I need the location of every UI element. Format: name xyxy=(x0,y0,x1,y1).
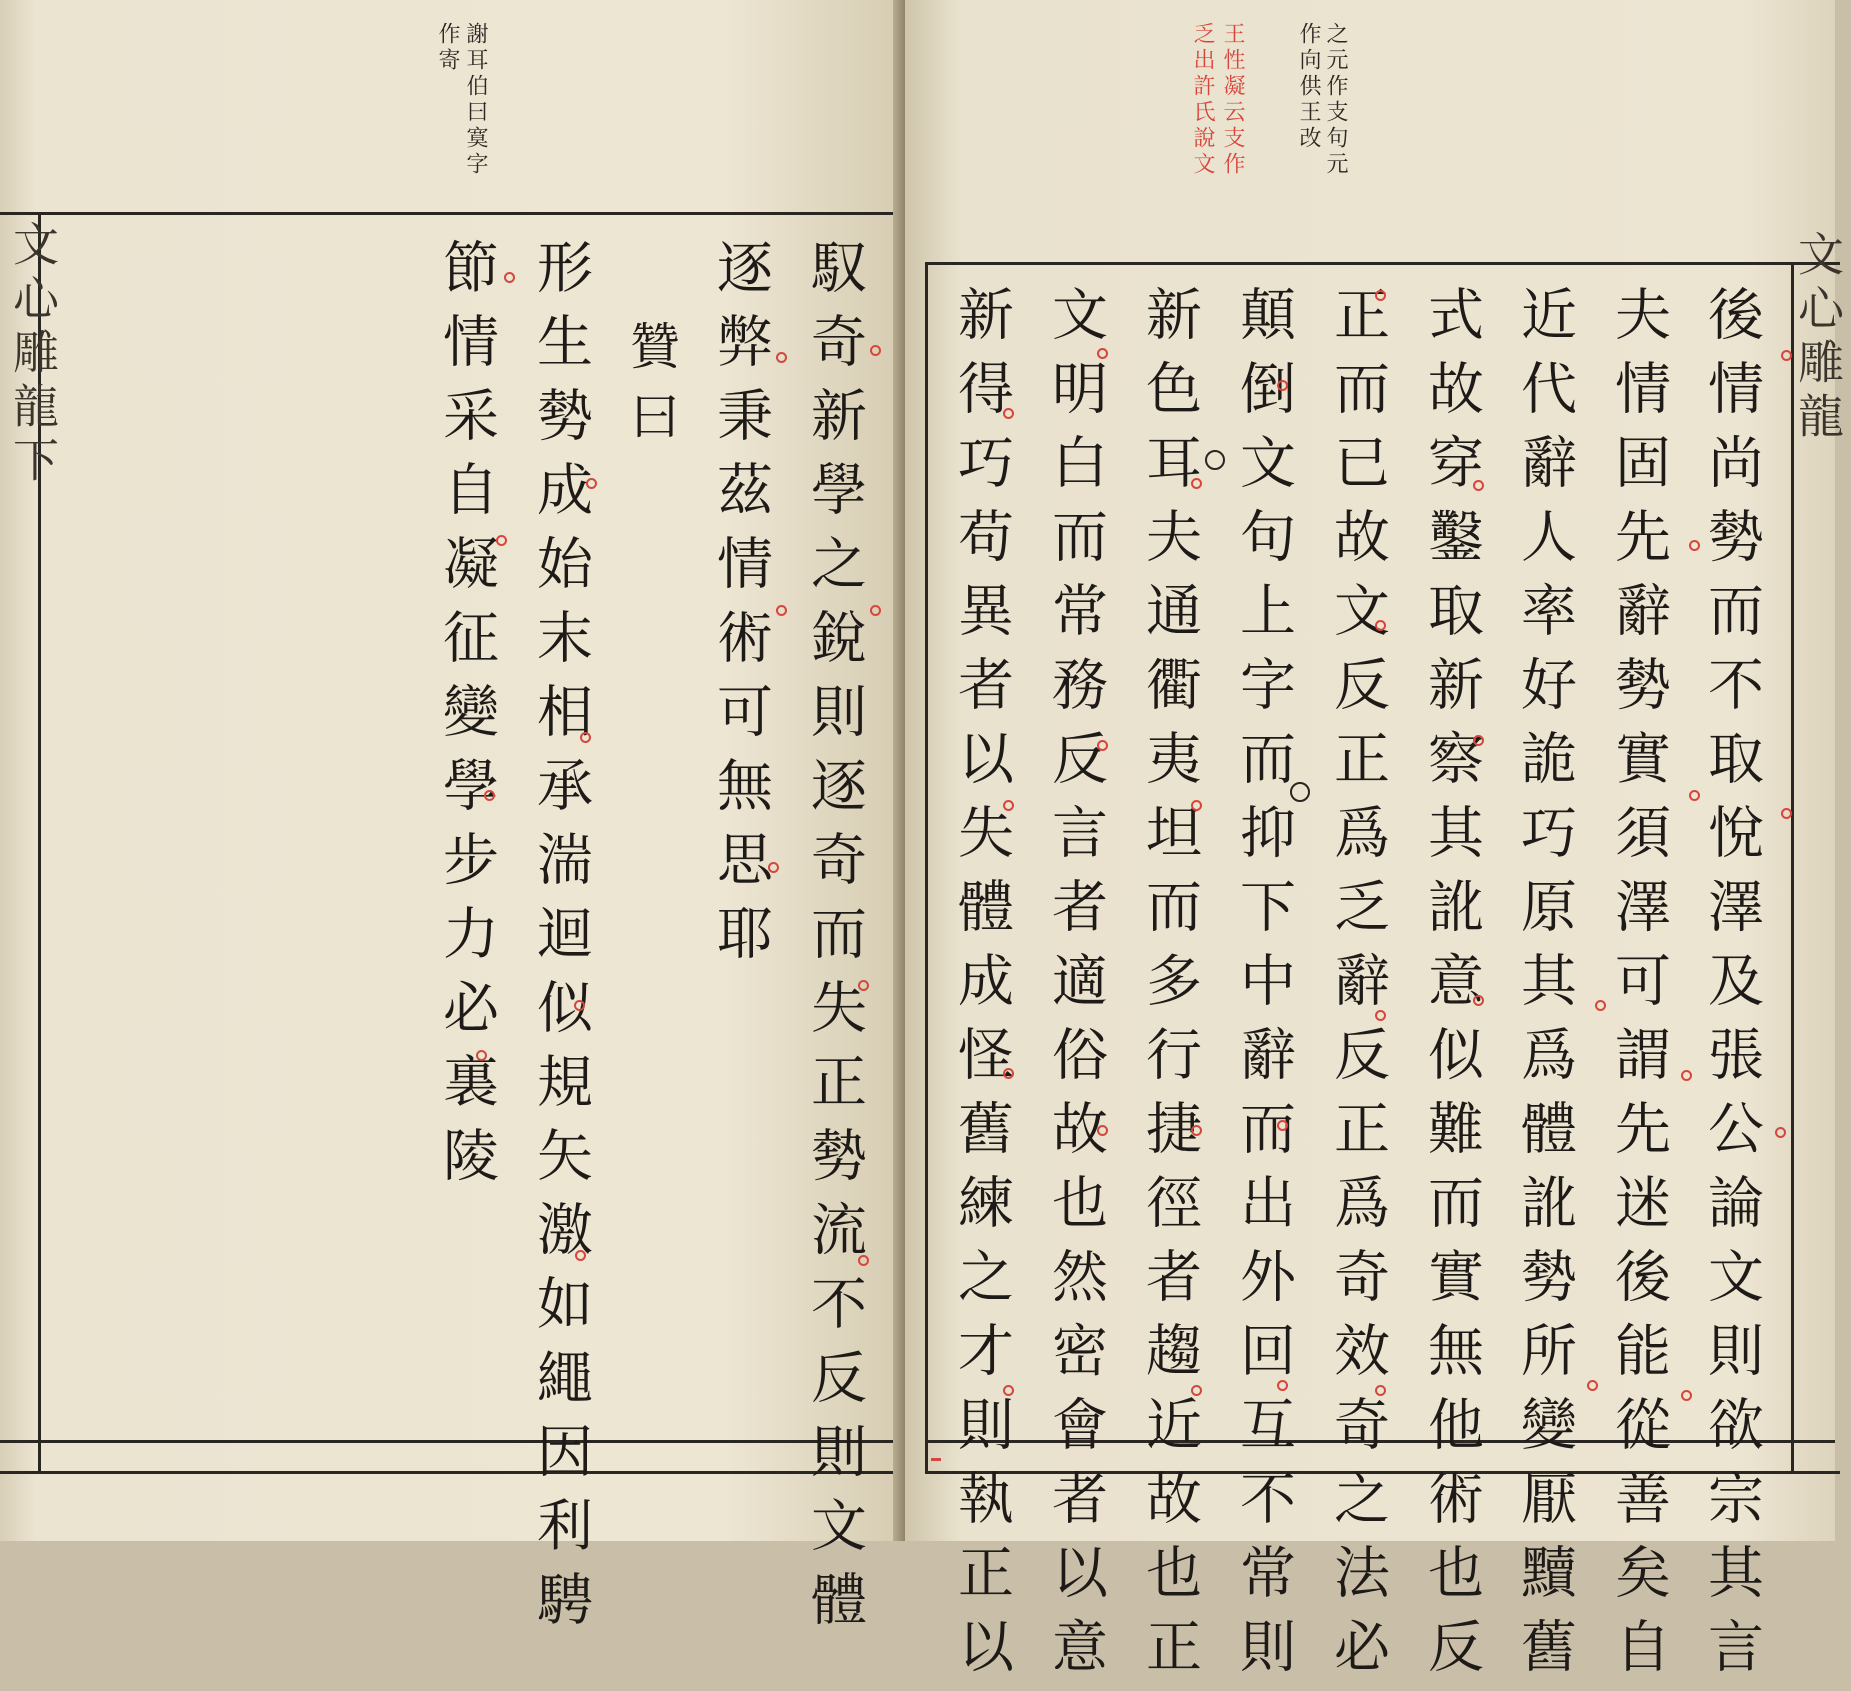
red-punct-mark xyxy=(504,272,515,283)
right-text-column-8: 文明白而常務反言者適俗故也然密會者以意 xyxy=(1043,285,1108,1691)
red-punct-mark xyxy=(1097,740,1108,751)
left-bottom-rule xyxy=(0,1440,905,1443)
red-punct-mark xyxy=(768,862,779,873)
red-punct-mark xyxy=(870,345,881,356)
red-punct-mark xyxy=(1191,1125,1202,1136)
red-tick-mark xyxy=(931,1458,941,1461)
left-text-column-5: 節情采自凝征變學步力必裏陵 xyxy=(434,238,499,1200)
red-punct-mark xyxy=(1595,1000,1606,1011)
red-punct-mark xyxy=(1775,1127,1786,1138)
red-punct-mark xyxy=(1473,480,1484,491)
red-punct-mark xyxy=(1375,1010,1386,1021)
right-text-column-2: 夫情固先辭勢實須澤可謂先迷後能從善矣自 xyxy=(1606,285,1671,1691)
red-punct-mark xyxy=(496,535,507,546)
red-punct-mark xyxy=(1003,1385,1014,1396)
left-text-column-4: 形生勢成始末相承湍迴似規矢激如繩因利騁 xyxy=(528,238,593,1644)
red-punct-mark xyxy=(1191,1385,1202,1396)
red-punct-mark xyxy=(1689,540,1700,551)
right-text-column-7: 新色耳夫通衢夷坦而多行捷徑者趨近故也正 xyxy=(1137,285,1202,1691)
left-page xyxy=(0,0,905,1644)
left-text-column-2: 逐弊秉茲情術可無思耶 xyxy=(708,238,773,978)
red-punct-mark xyxy=(476,1050,487,1061)
left-text-column-3: 贊曰 xyxy=(622,320,680,460)
right-top-note-red-2: 乏出許氏說文 xyxy=(1190,22,1215,178)
red-punct-mark xyxy=(776,352,787,363)
left-margin-title: 文心雕龍下 xyxy=(6,220,60,490)
red-punct-mark xyxy=(776,605,787,616)
red-punct-mark xyxy=(858,1255,869,1266)
red-punct-mark xyxy=(1781,350,1792,361)
red-punct-mark xyxy=(1277,380,1288,391)
red-punct-mark xyxy=(1689,790,1700,801)
red-punct-mark xyxy=(1375,290,1386,301)
right-text-column-1: 後情尚勢而不取悅澤及張公論文則欲宗其言 xyxy=(1699,285,1764,1691)
red-punct-mark xyxy=(1191,800,1202,811)
red-punct-mark xyxy=(1681,1390,1692,1401)
red-punct-mark xyxy=(484,790,495,801)
red-punct-mark xyxy=(1587,1380,1598,1391)
right-text-column-9: 新得巧苟異者以失體成怪舊練之才則執正以 xyxy=(949,285,1014,1691)
red-punct-mark xyxy=(870,605,881,616)
red-punct-mark xyxy=(1097,348,1108,359)
red-punct-mark xyxy=(1473,995,1484,1006)
red-punct-mark xyxy=(580,732,591,743)
right-text-column-6: 顛倒文句上字而抑下中辭而出外回互不常則 xyxy=(1231,285,1296,1691)
red-punct-mark xyxy=(574,1000,585,1011)
right-text-column-4: 式故穿鑿取新察其訛意似難而實無他術也反 xyxy=(1419,285,1484,1691)
black-circle-mark xyxy=(1290,782,1310,802)
black-circle-mark xyxy=(1205,450,1225,470)
right-top-note-2: 作向供王改 xyxy=(1296,22,1321,152)
red-punct-mark xyxy=(1277,1380,1288,1391)
red-punct-mark xyxy=(1191,478,1202,489)
red-punct-mark xyxy=(1003,1068,1014,1079)
red-punct-mark xyxy=(1681,1070,1692,1081)
red-punct-mark xyxy=(1003,408,1014,419)
red-punct-mark xyxy=(1473,735,1484,746)
right-margin-title: 文心雕龍 xyxy=(1791,230,1845,446)
right-page xyxy=(905,0,1845,1691)
left-top-note-1: 謝耳伯曰寞字 xyxy=(463,22,488,178)
red-punct-mark xyxy=(1277,1120,1288,1131)
right-text-column-5: 正而已故文反正爲乏辭反正爲奇效奇之法必 xyxy=(1325,285,1390,1691)
red-punct-mark xyxy=(1375,620,1386,631)
right-top-note-red-1: 王性凝云支作 xyxy=(1220,22,1245,178)
right-top-note-1: 之元作支句元 xyxy=(1323,22,1348,178)
red-punct-mark xyxy=(1375,1385,1386,1396)
red-punct-mark xyxy=(1781,808,1792,819)
red-punct-mark xyxy=(575,1250,586,1261)
left-text-column-1: 馭奇新學之銳則逐奇而失正勢流不反則文體 xyxy=(802,238,867,1644)
red-punct-mark xyxy=(586,478,597,489)
red-punct-mark xyxy=(1097,1125,1108,1136)
right-text-column-3: 近代辭人率好詭巧原其爲體訛勢所變厭黷舊 xyxy=(1512,285,1577,1691)
left-top-note-2: 作寄 xyxy=(435,22,460,74)
red-punct-mark xyxy=(1003,800,1014,811)
red-punct-mark xyxy=(858,980,869,991)
